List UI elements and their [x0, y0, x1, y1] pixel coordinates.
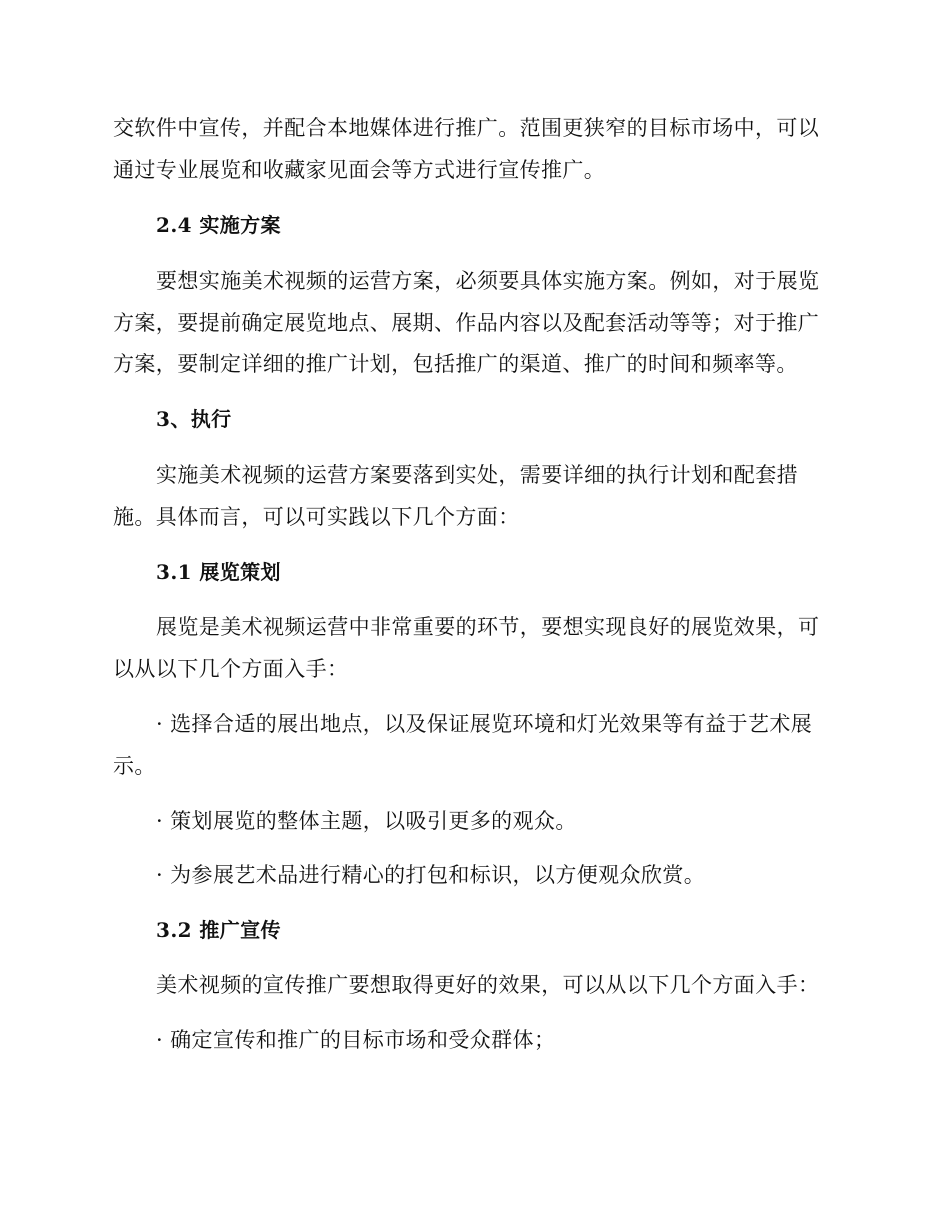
- paragraph-line: 交软件中宣传，并配合本地媒体进行推广。范围更狭窄的目标市场中，可以: [113, 116, 820, 140]
- section-heading-3-1: 3.1 展览策划: [156, 560, 281, 584]
- paragraph-line: 施。具体而言，可以可实践以下几个方面：: [113, 505, 520, 529]
- bullet-item: · 确定宣传和推广的目标市场和受众群体；: [156, 1028, 556, 1052]
- paragraph-line: 展览是美术视频运营中非常重要的环节，要想实现良好的展览效果，可: [156, 615, 820, 639]
- bullet-item: · 为参展艺术品进行精心的打包和标识，以方便观众欣赏。: [156, 863, 706, 887]
- section-heading-3: 3、执行: [156, 407, 232, 431]
- paragraph-line: 以从以下几个方面入手：: [113, 657, 349, 681]
- section-heading-2-4: 2.4 实施方案: [156, 213, 281, 237]
- bullet-item: · 策划展览的整体主题，以吸引更多的观众。: [156, 809, 577, 833]
- bullet-item-continuation: 示。: [113, 754, 156, 778]
- section-heading-3-2: 3.2 推广宣传: [156, 918, 281, 942]
- paragraph-line: 实施美术视频的运营方案要落到实处，需要详细的执行计划和配套措: [156, 463, 798, 487]
- paragraph-line: 美术视频的宣传推广要想取得更好的效果，可以从以下几个方面入手：: [156, 973, 820, 997]
- paragraph-line: 方案，要制定详细的推广计划，包括推广的渠道、推广的时间和频率等。: [113, 352, 798, 376]
- bullet-item: · 选择合适的展出地点，以及保证展览环境和灯光效果等有益于艺术展: [156, 712, 813, 736]
- paragraph-line: 通过专业展览和收藏家见面会等方式进行宣传推广。: [113, 158, 606, 182]
- paragraph-line: 要想实施美术视频的运营方案，必须要具体实施方案。例如，对于展览: [156, 269, 820, 293]
- paragraph-line: 方案，要提前确定展览地点、展期、作品内容以及配套活动等等；对于推广: [113, 311, 820, 335]
